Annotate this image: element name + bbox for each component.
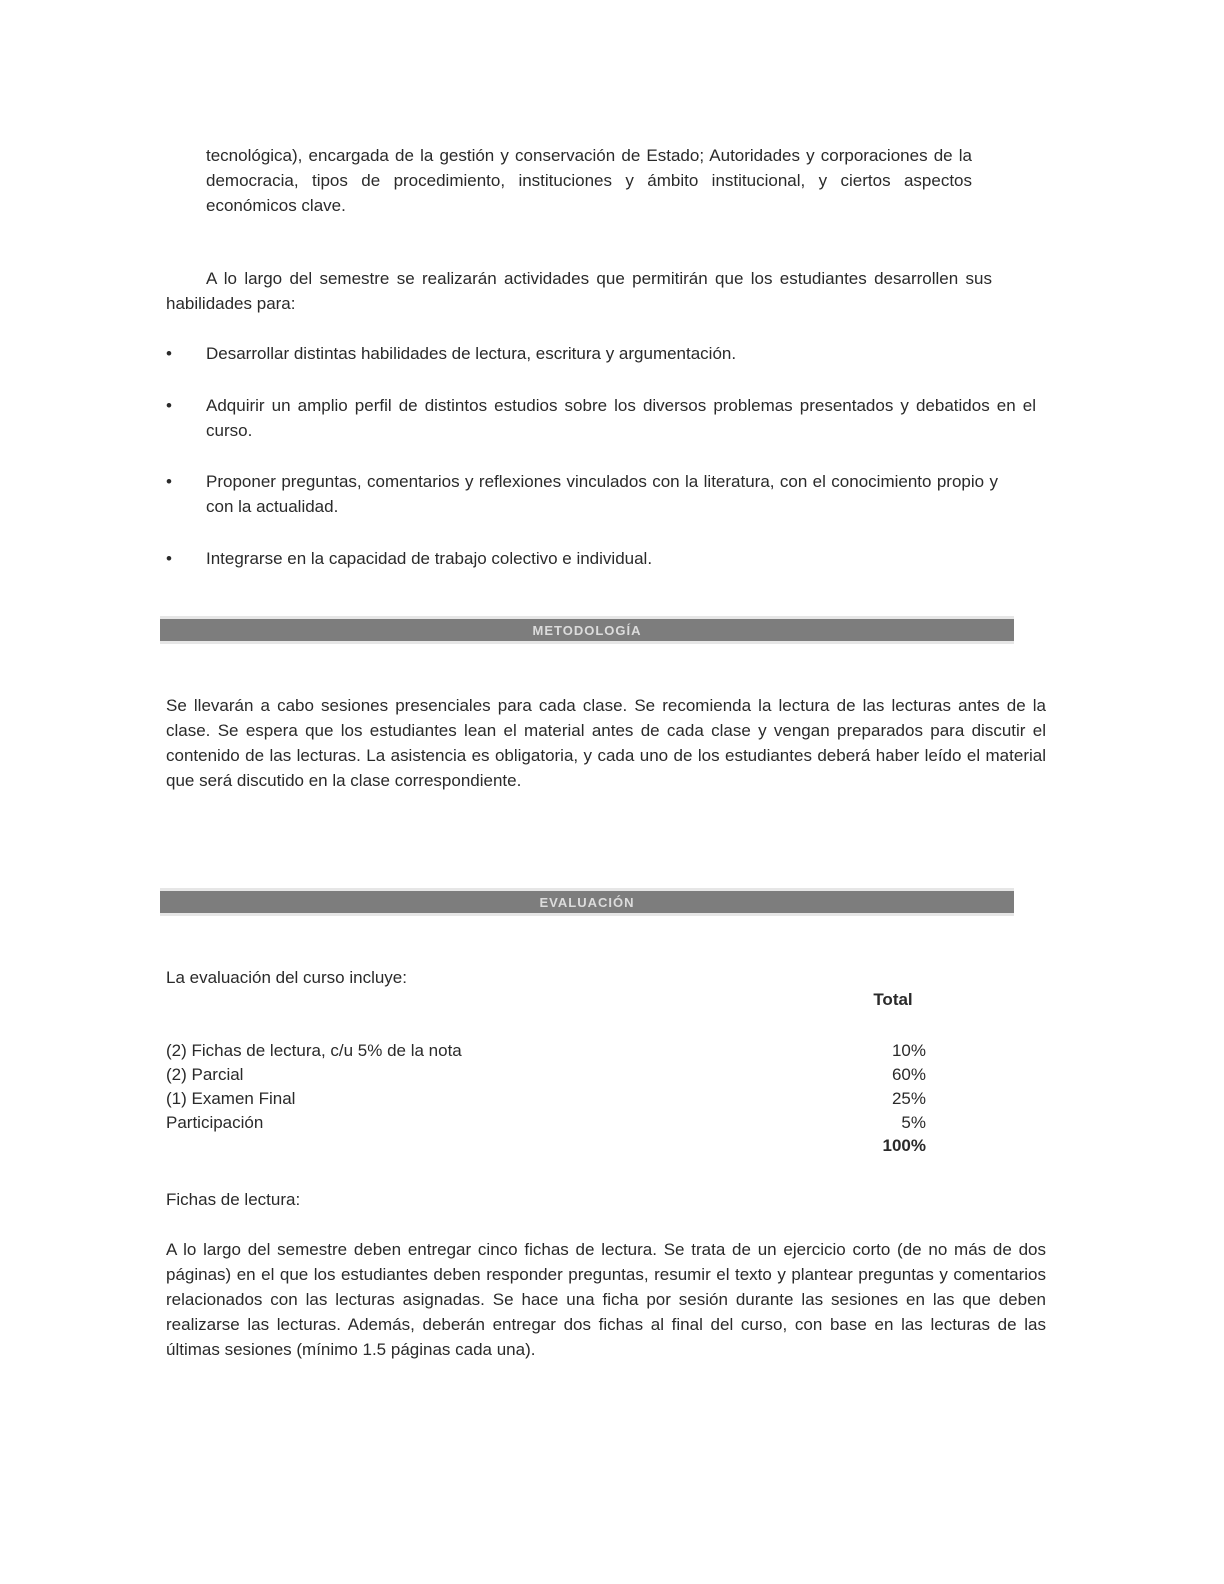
objective-item: Integrarse en la capacidad de trabajo colectivo e individual.: [206, 549, 653, 568]
grading-label: (1) Examen Final: [166, 1089, 296, 1108]
grading-total-header: Total: [873, 990, 913, 1009]
bullet-icon: •: [166, 344, 172, 363]
section-heading: EVALUACIÓN: [539, 894, 635, 910]
objective-item: Proponer preguntas, comentarios y reflexiones vinculados con la literatura, con el conocimiento propio y con la actualidad.: [206, 472, 998, 516]
evaluation-intro: La evaluación del curso incluye:: [166, 968, 407, 987]
objectives-intro: A lo largo del semestre se realizarán actividades que permitirán que los estudiantes desarrollen sus habilidades para:: [166, 269, 992, 313]
grading-sum: 100%: [882, 1136, 926, 1155]
grading-label: (2) Fichas de lectura, c/u 5% de la nota: [166, 1041, 462, 1060]
bullet-icon: •: [166, 549, 172, 568]
fichas-heading: Fichas de lectura:: [166, 1190, 301, 1209]
objective-item: Desarrollar distintas habilidades de lectura, escritura y argumentación.: [206, 344, 737, 363]
grading-value: 25%: [891, 1089, 926, 1108]
intro-continuation: tecnológica), encargada de la gestión y conservación de Estado; Autoridades y corporaciones de la democracia, tipos de procedimiento, instituciones y ámbito institucional, y ciertos aspectos económicos clave.: [206, 146, 972, 215]
grading-label: Participación: [166, 1113, 264, 1132]
methodology-paragraph: Se llevarán a cabo sesiones presenciales para cada clase. Se recomienda la lectura de las lecturas antes de la clase. Se espera que los estudiantes lean el material antes de cada clase y vengan preparados para discutir el contenido de las lecturas. La asistencia es obligatoria, y cada uno de los estudiantes deberá haber leído el material que será discutido en la clase correspondiente.: [166, 696, 1046, 790]
fichas-paragraph: A lo largo del semestre deben entregar cinco fichas de lectura. Se trata de un ejercicio corto (de no más de dos páginas) en el que los estudiantes deben responder preguntas, resumir el texto y plantear preguntas y comentarios relacionados con las lecturas asignadas. Se hace una ficha por sesión durante las sesiones en las que deben realizarse las lecturas. Además, deberán entregar dos fichas al final del curso, con base en las lecturas de las últimas sesiones (mínimo 1.5 páginas cada una).: [166, 1240, 1046, 1359]
grading-row: [166, 1111, 926, 1135]
section-heading: METODOLOGÍA: [532, 622, 642, 638]
grading-value: 10%: [891, 1041, 926, 1060]
grading-value: 5%: [901, 1113, 926, 1132]
objective-item: Adquirir un amplio perfil de distintos estudios sobre los diversos problemas presentados y debatidos en el curso.: [206, 396, 1036, 440]
section-bar-evaluation: [160, 891, 1014, 913]
section-bar-methodology: [160, 619, 1014, 641]
grading-label: (2) Parcial: [166, 1065, 244, 1084]
bullet-icon: •: [166, 396, 172, 415]
grading-row: [166, 1039, 926, 1063]
grading-value: 60%: [891, 1065, 926, 1084]
bullet-icon: •: [166, 472, 172, 491]
grading-row: [166, 1063, 926, 1087]
grading-row: [166, 1087, 926, 1111]
